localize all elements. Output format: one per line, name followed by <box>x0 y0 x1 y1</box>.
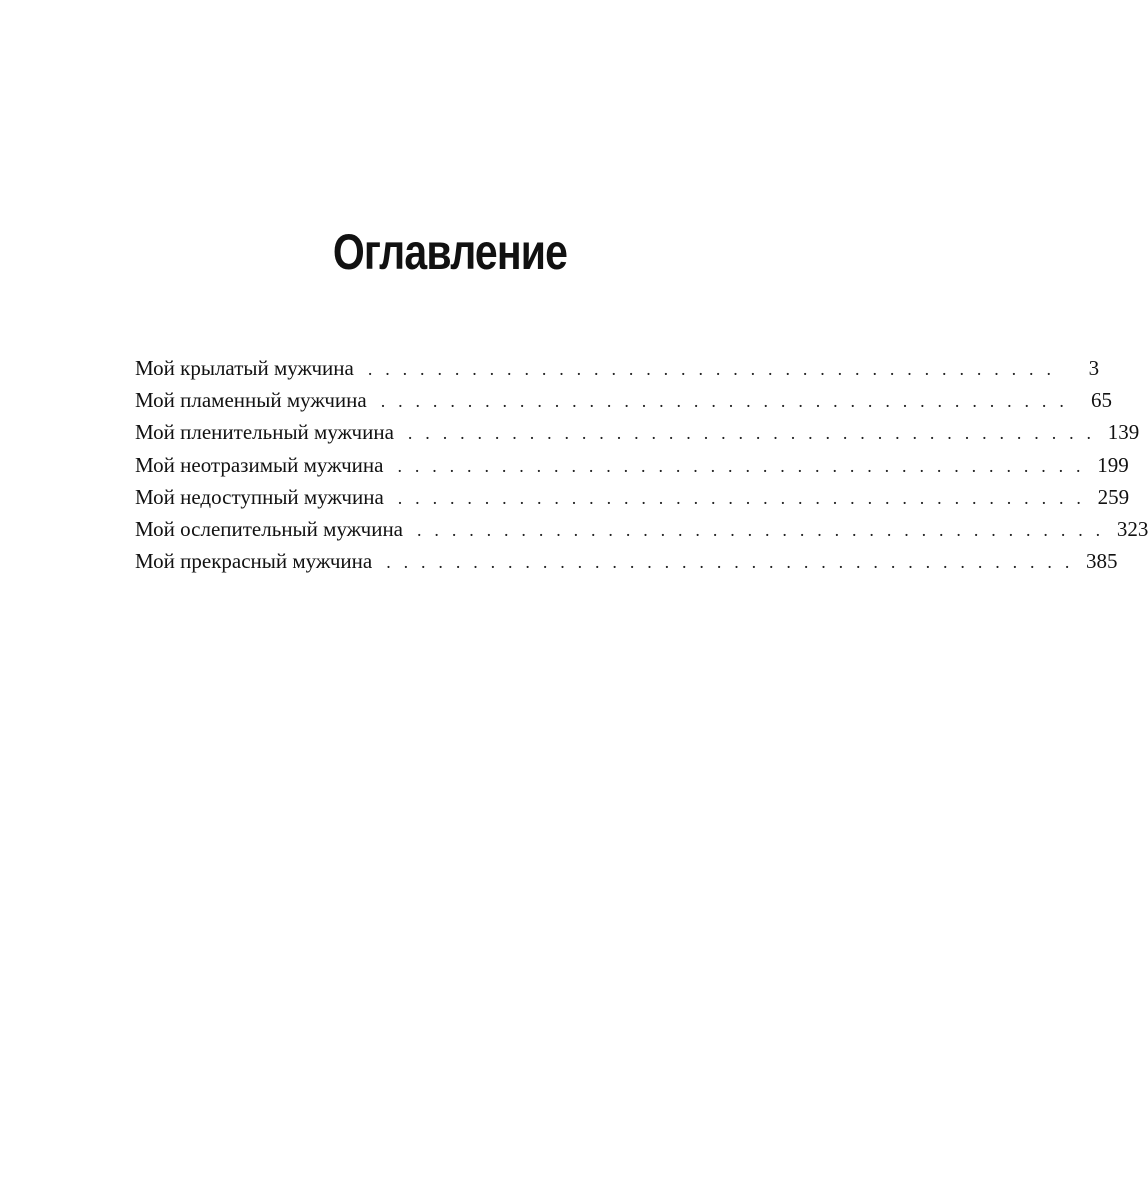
toc-entry <box>135 513 1148 545</box>
toc-entry-title: Мой прекрасный мужчина <box>135 549 373 574</box>
toc-entry-title: Мой пламенный мужчина <box>135 388 367 413</box>
toc-leader-dots: . . . . . . . . . . . . . . . . . . . . . . . . . . . . . . . . . . . . . . . . <box>397 487 1086 508</box>
toc-entry-page: 3 <box>1088 356 1100 380</box>
page-title: Оглавление <box>332 224 568 280</box>
toc-entry-page: 65 <box>1091 388 1113 413</box>
toc-entry-title: Мой пленительный мужчина <box>135 420 394 445</box>
toc-leader-dots: . . . . . . . . . . . . . . . . . . . . . . . . . . . . . . . . . . . . . . . . <box>386 552 1074 573</box>
toc-entry-title: Мой неотразимый мужчина <box>135 452 384 477</box>
toc-entry <box>135 545 1118 577</box>
toc-entry <box>135 352 1100 384</box>
toc-entry <box>135 481 1130 513</box>
toc-entry-title: Мой ослепительный мужчина <box>135 516 404 541</box>
toc-entry <box>135 384 1113 416</box>
toc-entry-title: Мой недоступный мужчина <box>135 484 384 509</box>
toc-entry-page: 139 <box>1107 420 1140 445</box>
toc-entry <box>135 449 1129 481</box>
toc-entry-page: 199 <box>1097 452 1129 477</box>
toc-entry <box>135 416 1140 448</box>
toc-leader-dots: . . . . . . . . . . . . . . . . . . . . . . . . . . . . . . . . . . . . . . . . <box>367 359 1056 379</box>
toc-leader-dots: . . . . . . . . . . . . . . . . . . . . . . . . . . . . . . . . . . . . . . . . <box>380 391 1069 412</box>
toc-leader-dots: . . . . . . . . . . . . . . . . . . . . . . . . . . . . . . . . . . . . . . . . <box>397 455 1085 476</box>
toc-entry-page: 385 <box>1086 549 1118 574</box>
toc-entry-page: 323 <box>1116 516 1148 541</box>
table-of-contents <box>135 352 1148 577</box>
toc-entry-page: 259 <box>1097 484 1130 509</box>
toc-entry-title: Мой крылатый мужчина <box>135 356 354 380</box>
toc-leader-dots: . . . . . . . . . . . . . . . . . . . . . . . . . . . . . . . . . . . . . . . . <box>407 423 1096 444</box>
toc-leader-dots: . . . . . . . . . . . . . . . . . . . . . . . . . . . . . . . . . . . . . . . . <box>417 519 1105 540</box>
